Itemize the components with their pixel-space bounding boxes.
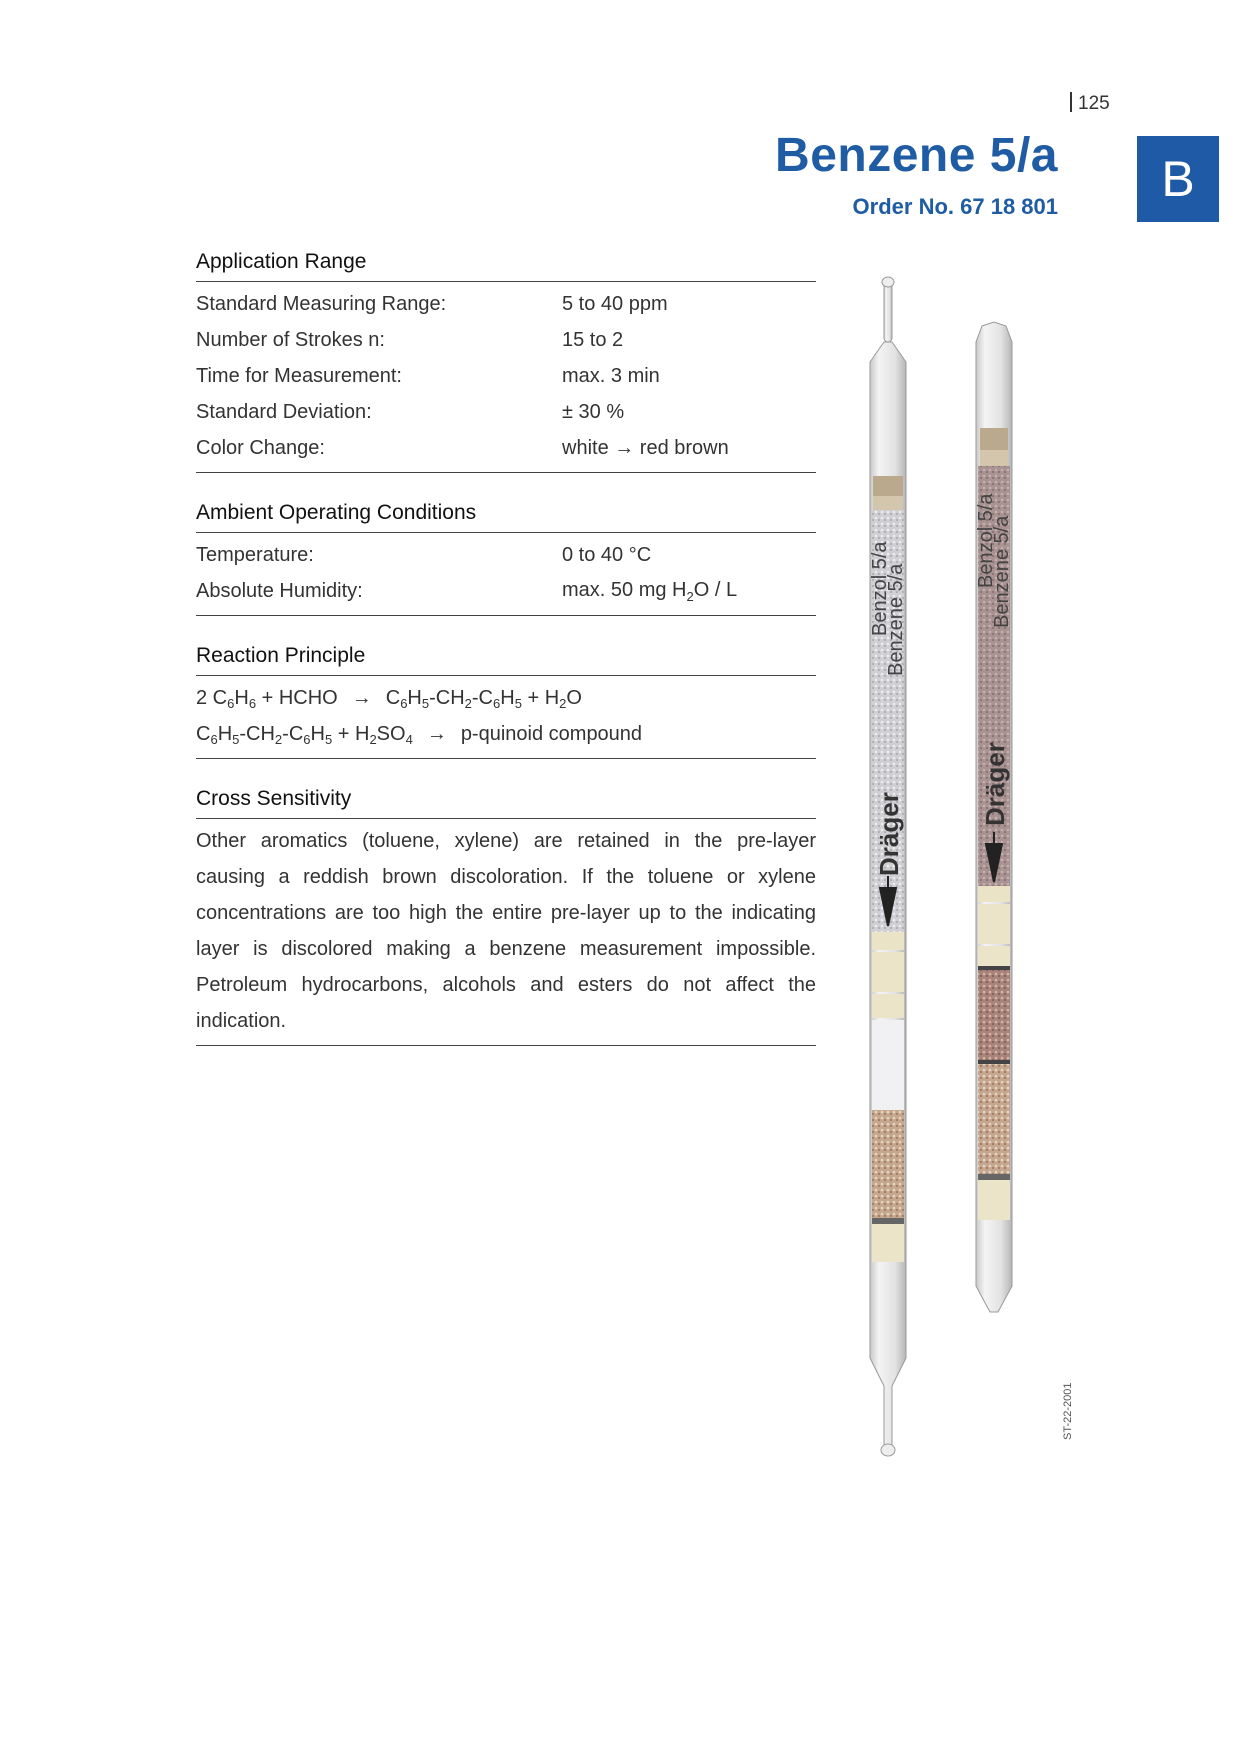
- reaction-principle-heading: Reaction Principle: [196, 644, 816, 676]
- spec-row: [196, 537, 816, 573]
- order-number: Order No. 67 18 801: [852, 194, 1058, 219]
- reaction-principle-section: [196, 644, 816, 759]
- spec-label: Standard Deviation:: [196, 400, 372, 423]
- spec-row: [196, 573, 816, 609]
- application-range-heading: Application Range: [196, 250, 816, 282]
- reaction-equation: [196, 716, 816, 752]
- spec-value: 0 to 40 °C: [562, 543, 652, 566]
- spec-value: max. 50 mg $H_2O$ / L: [562, 578, 738, 604]
- section-tab: B: [1137, 136, 1219, 222]
- reactants: $C_6H_5-CH_2-C_6H_5 + H_2SO_4$: [196, 722, 413, 747]
- tube-label: Benzol 5/a: [869, 541, 891, 636]
- ambient-conditions-heading: Ambient Operating Conditions: [196, 501, 816, 533]
- detector-tube-fresh: [869, 277, 907, 1456]
- spec-row: [196, 394, 816, 430]
- reaction-equation: [196, 680, 816, 716]
- spec-value: max. 3 min: [562, 364, 660, 387]
- products: p-quinoid compound: [460, 722, 643, 745]
- spec-row: [196, 322, 816, 358]
- spec-label: Absolute Humidity:: [196, 579, 363, 602]
- brand-logo: Dräger: [874, 792, 904, 876]
- spec-label: Standard Measuring Range:: [196, 292, 447, 315]
- cross-sensitivity-text: Other aromatics (toluene, xylene) are retained in the pre-layer causing a reddish brown discoloration. If the toluene or xylene concentrations are too high the entire pre-layer up to the indicating layer is discolored making a benzene measurement impossible. Petroleum hydrocarbons, alcohols and esters do not affect the indication.: [196, 819, 816, 1046]
- spec-value: white → red brown: [562, 436, 729, 459]
- cross-sensitivity-section: [196, 787, 816, 1046]
- spec-row: [196, 358, 816, 394]
- tube-label: Benzene 5/a: [991, 515, 1013, 628]
- content-column: [196, 250, 816, 1074]
- spec-label: Color Change:: [196, 436, 325, 459]
- tube-label: Benzol 5/a: [975, 493, 997, 588]
- spec-value: 15 to 2: [562, 328, 624, 351]
- ambient-conditions-section: [196, 501, 816, 616]
- reaction-arrow-icon: →: [426, 722, 447, 745]
- spec-value: 5 to 40 ppm: [562, 292, 668, 315]
- spec-value: ± 30 %: [562, 400, 625, 423]
- detector-tube-used: [975, 322, 1013, 1312]
- spec-label: Number of Strokes n:: [196, 328, 385, 351]
- reaction-arrow-icon: →: [351, 686, 372, 709]
- cross-sensitivity-heading: Cross Sensitivity: [196, 787, 816, 819]
- spec-label: Temperature:: [196, 543, 314, 566]
- brand-logo: Dräger: [980, 742, 1010, 826]
- spec-row: [196, 430, 816, 466]
- page-title: Benzene 5/a: [775, 129, 1058, 182]
- detector-tubes-photo: [850, 276, 1070, 1502]
- spec-row: [196, 286, 816, 322]
- spec-label: Time for Measurement:: [196, 364, 402, 387]
- application-range-section: [196, 250, 816, 473]
- photo-credit: ST-22-2001: [1062, 1382, 1074, 1440]
- tube-label: Benzene 5/a: [885, 563, 907, 676]
- reactants: 2 $C_6H_6$ + HCHO: [196, 686, 338, 711]
- page-number: 125: [1070, 92, 1110, 115]
- products: $C_6H_5-CH_2-C_6H_5 + H_2O$: [385, 686, 582, 711]
